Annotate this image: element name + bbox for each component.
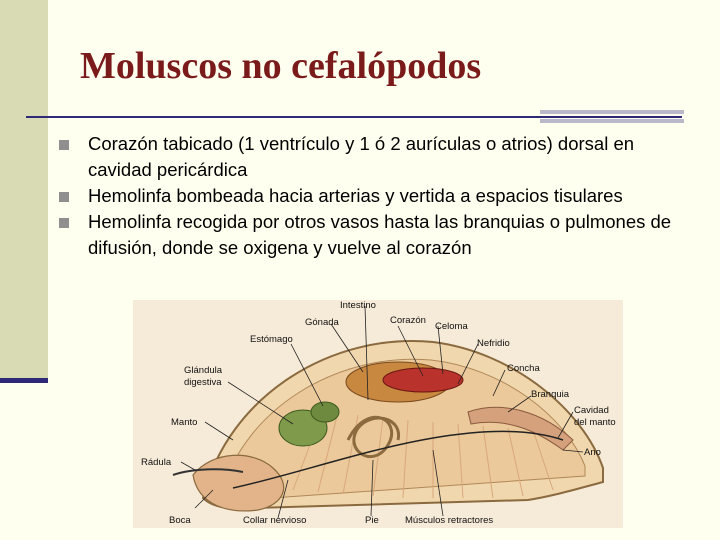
bullet-text: Hemolinfa bombeada hacia arterias y vertida a espacios tisulares	[88, 185, 623, 206]
bullet-item	[57, 183, 677, 209]
label-mantle: Manto	[171, 417, 198, 428]
square-bullet-icon	[59, 218, 69, 228]
bullet-item	[57, 131, 677, 183]
label-retractor-muscles: Músculos retractores	[405, 515, 494, 526]
label-heart: Corazón	[390, 315, 426, 326]
mollusc-anatomy-figure	[133, 300, 623, 528]
side-decorative-band	[0, 0, 48, 382]
title-underline	[26, 116, 682, 118]
label-anus: Ano	[584, 447, 601, 458]
label-digestive-gland-1: Glándula	[184, 365, 223, 376]
bullet-text: Hemolinfa recogida por otros vasos hasta las branquias o pulmones de difusión, donde se oxigena y vuelve al corazón	[88, 211, 672, 258]
bullet-text: Corazón tabicado (1 ventrículo y 1 ó 2 aurículas o atrios) dorsal en cavidad pericárdica	[88, 133, 635, 180]
bullet-list	[57, 131, 677, 261]
stomach	[311, 402, 339, 422]
slide-title: Moluscos no cefalópodos	[80, 45, 482, 87]
label-coelom: Celoma	[435, 321, 468, 332]
label-gill: Branquia	[531, 389, 570, 400]
label-stomach: Estómago	[250, 334, 293, 345]
mollusc-anatomy-drawing	[133, 300, 623, 528]
label-digestive-gland-2: digestiva	[184, 377, 222, 388]
label-radula: Rádula	[141, 457, 172, 468]
title-underline-accent-top	[540, 110, 684, 114]
heart	[383, 368, 463, 392]
side-band-rule	[0, 378, 48, 383]
title-underline-accent-bottom	[540, 119, 684, 123]
label-mantle-cavity-1: Cavidad	[574, 405, 609, 416]
bullet-item	[57, 209, 677, 261]
label-mouth: Boca	[169, 515, 191, 526]
label-intestine: Intestino	[340, 300, 376, 311]
label-nerve-collar: Collar nervioso	[243, 515, 307, 526]
label-gonad: Gónada	[305, 317, 339, 328]
square-bullet-icon	[59, 140, 69, 150]
label-shell: Concha	[507, 363, 540, 374]
square-bullet-icon	[59, 192, 69, 202]
label-foot: Pie	[365, 515, 379, 526]
label-mantle-cavity-2: del manto	[574, 417, 616, 428]
label-nephridium: Nefridio	[477, 338, 510, 349]
